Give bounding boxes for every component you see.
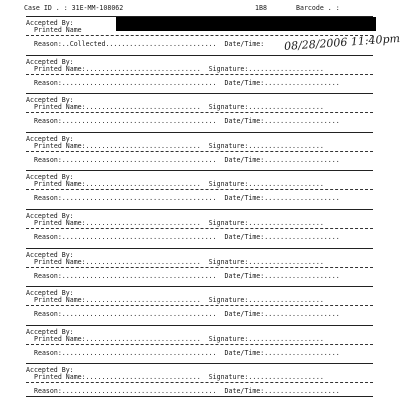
block-mid-rule: [26, 35, 373, 36]
block-top-rule: [26, 170, 373, 171]
printed-name-line: Printed Name: [34, 26, 82, 34]
reason-line: Reason:....................................... Date/Time:...................: [34, 387, 340, 396]
block-top-rule: [26, 286, 373, 287]
barcode-label: Barcode . :: [296, 4, 340, 12]
accepted-by-label: Accepted By:: [26, 327, 74, 336]
accepted-by-label: Accepted By:: [26, 57, 74, 66]
accepted-by-label: Accepted By:: [26, 366, 74, 375]
block-top-rule: [26, 248, 373, 249]
reason-line: Reason:....................................... Date/Time:...................: [34, 271, 340, 280]
block-mid-rule: [26, 344, 373, 345]
printed-name-line: Printed Name:............................. Signature:...................: [34, 296, 324, 305]
bottom-rule: [26, 396, 373, 397]
reason-line: Reason:..Collected............................ Date/Time:: [34, 40, 265, 48]
accepted-by-label: Accepted By:: [26, 212, 74, 220]
block-mid-rule: [26, 74, 373, 75]
printed-name-line: Printed Name:............................. Signature:...................: [34, 257, 324, 266]
printed-name-line: Printed Name:............................. Signature:...................: [34, 64, 324, 73]
printed-name-line: Printed Name:............................. Signature:...................: [34, 334, 324, 343]
accepted-by-label: Accepted By:: [26, 250, 74, 259]
reason-line: Reason:....................................... Date/Time:...................: [34, 233, 340, 241]
reason-line: Reason:....................................... Date/Time:...................: [34, 78, 340, 87]
block-top-rule: [26, 325, 373, 326]
block-top-rule: [26, 55, 373, 56]
accepted-by-label: Accepted By:: [26, 289, 74, 298]
reason-line: Reason:....................................... Date/Time:...................: [34, 194, 340, 203]
printed-name-line: Printed Name:............................. Signature:...................: [34, 373, 324, 382]
block-top-rule: [26, 363, 373, 364]
printed-name-line: Printed Name:............................. Signature:...................: [34, 219, 324, 227]
block-mid-rule: [26, 267, 373, 268]
reason-line: Reason:....................................... Date/Time:...................: [34, 310, 340, 319]
block-top-rule: [26, 93, 373, 94]
printed-name-line: Printed Name:............................. Signature:...................: [34, 180, 324, 189]
printed-name-line: Printed Name:............................. Signature:...................: [34, 103, 324, 112]
accepted-by-label: Accepted By:: [26, 173, 74, 182]
block-top-rule: [26, 132, 373, 133]
handwritten-datetime: 08/28/2006 11:40pm: [283, 31, 400, 54]
redaction-bar: [116, 17, 376, 31]
reason-line: Reason:....................................... Date/Time:...................: [34, 117, 340, 126]
accepted-by-label: Accepted By:: [26, 96, 74, 105]
accepted-by-label: Accepted By:: [26, 134, 74, 143]
block-mid-rule: [26, 112, 373, 113]
block-mid-rule: [26, 305, 373, 306]
reason-line: Reason:....................................... Date/Time:...................: [34, 155, 340, 164]
printed-name-line: Printed Name:............................. Signature:...................: [34, 141, 324, 150]
block-top-rule: [26, 16, 373, 17]
case-id: Case ID . : 31E-MM-108062: [24, 4, 124, 12]
block-mid-rule: [26, 189, 373, 190]
block-mid-rule: [26, 228, 373, 229]
reason-line: Reason:....................................... Date/Time:...................: [34, 348, 340, 357]
accepted-by-label: Accepted By:: [26, 19, 74, 27]
block-mid-rule: [26, 382, 373, 383]
block-top-rule: [26, 209, 373, 210]
block-mid-rule: [26, 151, 373, 152]
batch-code: 1B8: [255, 4, 267, 12]
